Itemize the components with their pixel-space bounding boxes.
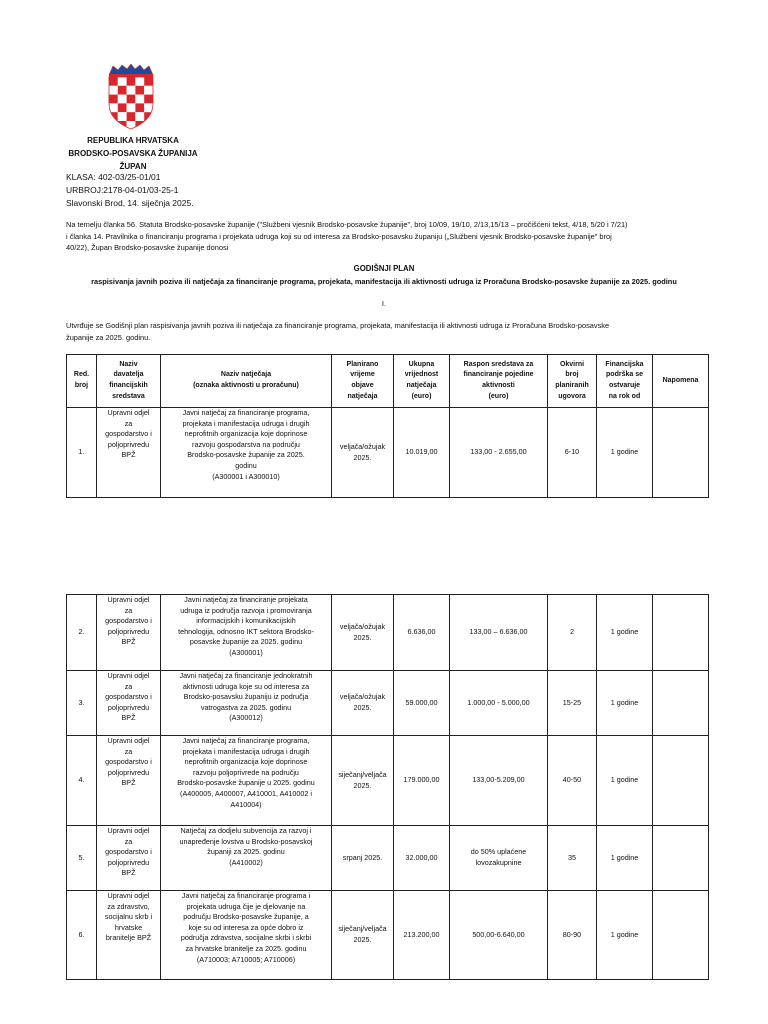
cell-text-line: za: [124, 681, 133, 691]
issuer-line-county: BRODSKO-POSAVSKA ŽUPANIJA: [68, 149, 198, 158]
row-number-cell: [67, 595, 97, 671]
cell-text: 15-25: [562, 697, 582, 707]
cell-text-line: za: [124, 836, 133, 846]
funding-range-cell: [450, 671, 548, 736]
header-text-line: ugovora: [558, 392, 586, 400]
cell-text-line: veljača/ožujak: [339, 441, 386, 451]
cell-text-line: veljača/ožujak: [339, 621, 386, 631]
cell-text: 1 godine: [610, 929, 639, 939]
cell-text-line: gospodarstvo i: [105, 616, 152, 626]
table-header-row: [67, 355, 709, 408]
total-value-cell: [394, 408, 450, 498]
cell-text-line: (A710003; A710005; A710006): [196, 954, 296, 964]
cell-text-line: Upravni odjel: [107, 595, 150, 604]
cell-text-line: BPŽ: [121, 637, 136, 647]
provider-cell: [97, 671, 161, 736]
header-text-line: (euro): [488, 392, 509, 400]
funding-range-cell: [450, 408, 548, 498]
cell-text: 6-10: [564, 447, 580, 457]
row-number-cell: [67, 891, 97, 980]
support-term-cell: [597, 736, 653, 826]
checker-square: [118, 112, 127, 121]
header-text-line: vrijednost: [404, 371, 439, 379]
header-text-line: broj: [565, 371, 579, 379]
total-value-cell: [394, 671, 450, 736]
cell-text-line: za: [124, 746, 133, 756]
document-subtitle: raspisivanja javnih poziva ili natječaja za financiranje programa, projekata, manifestacija ili aktivnosti udruga iz Proračuna Brodsko-posavske županije za 2025. godinu: [91, 277, 677, 286]
provider-cell: [97, 891, 161, 980]
planned-time-cell: [332, 671, 394, 736]
cell-text-line: 2025.: [353, 632, 372, 642]
cell-text: 6.636,00: [407, 627, 436, 637]
cell-text-line: (A410002): [229, 857, 263, 867]
cell-text-line: županiji za 2025. godinu: [207, 847, 285, 857]
checker-square: [127, 86, 136, 95]
cell-text: 1 godine: [610, 852, 639, 862]
contracts-cell: [548, 595, 597, 671]
checker-square: [127, 121, 136, 130]
note-cell: [653, 671, 709, 736]
checker-square: [135, 95, 144, 104]
header-text-line: na rok od: [608, 392, 641, 400]
note-cell: [653, 408, 709, 498]
checker-square: [127, 112, 136, 121]
funding-range-cell: [450, 826, 548, 891]
call-name-cell: [161, 595, 332, 671]
header-text-line: (euro): [411, 392, 432, 400]
header-text-line: vrijeme: [350, 371, 375, 379]
checker-square: [118, 95, 127, 104]
cell-text: 80-90: [562, 929, 582, 939]
cell-text: 1.: [78, 447, 85, 457]
cell-text: 59.000,00: [405, 697, 438, 707]
checker-square: [144, 95, 153, 104]
contracts-cell: [548, 736, 597, 826]
header-row-number: [67, 355, 97, 408]
checker-square: [135, 86, 144, 95]
contracts-cell: [548, 891, 597, 980]
support-term-cell: [597, 408, 653, 498]
cell-text-line: Javni natječaj za financiranje projekata: [184, 595, 308, 604]
total-value-cell: [394, 891, 450, 980]
cell-text-line: Upravni odjel: [107, 671, 150, 680]
cell-text-line: branitelje BPŽ: [105, 933, 152, 943]
header-text-line: Okvirni: [559, 360, 585, 368]
header-text-line: natječaja: [347, 392, 378, 400]
cell-text-line: Upravni odjel: [107, 826, 150, 835]
cell-text-line: za: [124, 418, 133, 428]
table-row: [67, 826, 709, 891]
cell-text-line: BPŽ: [121, 713, 136, 723]
cell-text: 40-50: [562, 775, 582, 785]
cell-text-line: 2025.: [353, 452, 372, 462]
checker-square: [135, 77, 144, 86]
support-term-cell: [597, 891, 653, 980]
header-text-line: Planirano: [346, 360, 379, 368]
cell-text-line: siječanj/veljača: [338, 769, 387, 779]
cell-text: 2.: [78, 627, 85, 637]
checker-square: [127, 103, 136, 112]
cell-text: 1.000,00 - 5.000,00: [467, 697, 530, 707]
cell-text-line: projekata udruga čije je djelovanje na: [186, 901, 306, 911]
header-planned-time: [332, 355, 394, 408]
cell-text-line: vatrogastva za 2025. godinu: [200, 702, 292, 712]
cell-text-line: srpanj 2025.: [342, 852, 383, 862]
cell-text-line: (A300012): [229, 713, 263, 723]
checker-square: [109, 77, 118, 86]
cell-text-line: gospodarstvo i: [105, 429, 152, 439]
header-text-line: natječaja: [406, 382, 437, 389]
cell-text-line: projekata i manifestacija udruga i drugih: [182, 746, 310, 756]
cell-text-line: godinu: [235, 460, 257, 470]
cell-text-line: aktivnosti udruga koje su od interesa za: [182, 681, 310, 691]
checker-square: [127, 77, 136, 86]
header-text-line: Red.: [73, 371, 90, 379]
checker-square: [144, 121, 153, 130]
row-number-cell: [67, 736, 97, 826]
support-term-cell: [597, 595, 653, 671]
header-text-line: Napomena: [662, 376, 699, 384]
header-text-line: (oznaka aktivnosti u proračunu): [193, 382, 299, 389]
contracts-cell: [548, 408, 597, 498]
header-total-value: [394, 355, 450, 408]
cell-text-line: siječanj/veljača: [338, 924, 387, 934]
row-number-cell: [67, 671, 97, 736]
provider-cell: [97, 736, 161, 826]
cell-text-line: Javni natječaj za financiranje programa,: [182, 736, 310, 745]
cell-text-line: području Brodsko-posavske županije, a: [183, 912, 309, 922]
plan-table-page-part-1: [66, 354, 709, 498]
checker-square: [144, 86, 153, 95]
note-cell: [653, 736, 709, 826]
cell-text-line: područja zdravstva, socijalne skrbi i skrbi: [180, 933, 312, 943]
cell-text-line: neprofitnih organizacija koje doprinose: [184, 757, 308, 767]
cell-text-line: za hrvatske branitelje za 2025. godinu: [185, 943, 307, 953]
cell-text-line: (A300001 i A300010): [212, 471, 280, 481]
cell-text-line: Upravni odjel: [107, 408, 150, 417]
checker-square: [109, 95, 118, 104]
issuer-line-office: ŽUPAN: [119, 162, 147, 171]
funding-range-cell: [450, 891, 548, 980]
row-number-cell: [67, 408, 97, 498]
cell-text-line: informacijskih i komunikacijskih: [196, 616, 296, 626]
checker-square: [127, 95, 136, 104]
header-text-line: sredstava: [112, 392, 145, 400]
cell-text: 1 godine: [610, 697, 639, 707]
cell-text-line: za: [124, 605, 133, 615]
call-name-cell: [161, 736, 332, 826]
planned-time-cell: [332, 891, 394, 980]
legal-basis-line: Na temelju članka 56. Statuta Brodsko-posavske županije ("Službeni vjesnik Brodsko-posavske županije", broj 10/09, 19/10, 2/13,15/13 – pročišćeni tekst, 4/18, 5/20 i 7/21): [66, 220, 628, 229]
cell-text-line: A410004): [230, 799, 262, 809]
cell-text-line: 2025.: [353, 703, 372, 712]
checker-square: [118, 77, 127, 86]
header-text-line: financijskih: [109, 382, 148, 389]
cell-text-line: poljoprivredu: [107, 702, 150, 712]
contracts-cell: [548, 671, 597, 736]
checker-square: [109, 121, 118, 130]
provider-cell: [97, 408, 161, 498]
total-value-cell: [394, 595, 450, 671]
cell-text-line: udruga iz područja razvoja i promoviranja: [180, 605, 312, 615]
cell-text: 3.: [78, 697, 85, 707]
checker-square: [109, 86, 118, 95]
cell-text-line: hrvatske: [114, 922, 143, 932]
header-text-line: Naziv natječaja: [220, 371, 272, 379]
row-number-cell: [67, 826, 97, 891]
cell-text-line: 2025.: [353, 935, 372, 944]
cell-text-line: Javni natječaj za financiranje programa,: [182, 408, 310, 417]
section-line: Utvrđuje se Godišnji plan raspisivanja javnih poziva ili natječaja za financiranje programa, projekata, manifestacija ili aktivnosti udruga iz Proračuna Brodsko-posavske: [66, 321, 610, 330]
header-text-line: ostvaruje: [608, 382, 641, 389]
cell-text-line: koje su od interesa za opće dobro iz: [188, 922, 304, 932]
header-text-line: davatelja: [113, 371, 144, 379]
cell-text: 1 godine: [610, 447, 639, 457]
table-row: [67, 671, 709, 736]
klasa-line: KLASA: 402-03/25-01/01: [66, 172, 161, 182]
header-text-line: objave: [351, 382, 374, 389]
issuer-block: [66, 134, 200, 173]
header-text-line: podrška se: [606, 371, 643, 379]
cell-text: 1 godine: [610, 627, 639, 637]
croatian-coat-of-arms-icon: [108, 64, 154, 130]
cell-text-line: neprofitnih organizacija koje doprinose: [184, 429, 308, 439]
cell-text: 133,00 - 2.655,00: [470, 447, 527, 457]
cell-text-line: poljoprivredu: [107, 767, 150, 777]
checker-square: [135, 103, 144, 112]
document-meta: [66, 171, 194, 210]
note-cell: [653, 595, 709, 671]
cell-text-line: Natječaj za dodjelu subvencija za razvoj i: [180, 826, 312, 835]
header-text-line: aktivnosti: [482, 382, 515, 389]
cell-text-line: 2025.: [353, 780, 372, 790]
cell-text-line: posavske županije za 2025. godinu: [189, 637, 303, 647]
header-text-line: broj: [74, 382, 89, 389]
call-name-cell: [161, 671, 332, 736]
cell-text: do 50% uplaćene lovozakupnine: [470, 847, 527, 867]
urbroj-line: URBROJ:2178-04-01/03-25-1: [66, 185, 179, 195]
cell-text: 6.: [78, 929, 85, 939]
cell-text: 32.000,00: [405, 852, 438, 862]
cell-text-line: Brodsko-posavsku županiju iz područja: [183, 692, 309, 702]
document-title: GODIŠNJI PLAN: [353, 264, 415, 273]
cell-text: 133,00-5.209,00: [472, 775, 525, 785]
support-term-cell: [597, 826, 653, 891]
cell-text-line: poljoprivredu: [107, 857, 150, 867]
header-provider: [97, 355, 161, 408]
header-text-line: Ukupna: [408, 360, 435, 368]
call-name-cell: [161, 408, 332, 498]
cell-text-line: razvoju gospodarstva na području: [192, 439, 300, 449]
cell-text-line: veljača/ožujak: [339, 692, 386, 702]
cell-text-line: projekata i manifestacija udruga i drugih: [182, 418, 310, 428]
table-row: [67, 891, 709, 980]
header-funding-range: [450, 355, 548, 408]
cell-text-line: razvoju poljoprivrede na području: [193, 767, 299, 777]
checker-square: [144, 77, 153, 86]
contracts-cell: [548, 826, 597, 891]
cell-text-line: BPŽ: [121, 868, 136, 878]
header-call-name: [161, 355, 332, 408]
header-text-line: Naziv: [119, 360, 138, 368]
plan-table-page-part-2: [66, 594, 709, 980]
legal-basis-line: i članka 14. Pravilnika o financiranju programa i projekata udruga koji su od interesa za Brodsko-posavsku županiju („Službeni vjesnik Brodsko-posavske županije" broj: [66, 231, 612, 241]
table-row: [67, 408, 709, 498]
cell-text-line: BPŽ: [121, 778, 136, 788]
cell-text: 4.: [78, 775, 85, 785]
cell-text-line: poljoprivredu: [107, 439, 150, 449]
cell-text-line: BPŽ: [121, 450, 136, 460]
provider-cell: [97, 826, 161, 891]
cell-text-line: Brodsko-posavske županije u 2025. godinu: [177, 778, 315, 788]
header-text-line: planiranih: [555, 382, 589, 389]
note-cell: [653, 826, 709, 891]
header-contracts: [548, 355, 597, 408]
cell-text: 10.019,00: [405, 447, 438, 457]
note-cell: [653, 891, 709, 980]
funding-range-cell: [450, 736, 548, 826]
cell-text: 213.200,00: [403, 929, 440, 939]
cell-text-line: gospodarstvo i: [105, 757, 152, 767]
provider-cell: [97, 595, 161, 671]
call-name-cell: [161, 826, 332, 891]
cell-text-line: Brodsko-posavske županije za 2025.: [187, 450, 305, 460]
checker-square: [135, 112, 144, 121]
cell-text: 1 godine: [610, 775, 639, 785]
planned-time-cell: [332, 408, 394, 498]
place-date-line: Slavonski Brod, 14. siječnja 2025.: [66, 198, 194, 208]
support-term-cell: [597, 671, 653, 736]
cell-text-line: socijalnu skrb i: [104, 912, 153, 922]
legal-basis-line: 40/22), Župan Brodsko-posavske županije donosi: [66, 243, 229, 252]
cell-text-line: gospodarstvo i: [105, 847, 152, 857]
cell-text-line: gospodarstvo i: [105, 692, 152, 702]
header-text-line: financiranje pojedine: [463, 371, 534, 379]
planned-time-cell: [332, 736, 394, 826]
total-value-cell: [394, 736, 450, 826]
header-support-term: [597, 355, 653, 408]
cell-text-line: za zdravstvo,: [107, 901, 150, 911]
cell-text-line: Upravni odjel: [107, 736, 150, 745]
planned-time-cell: [332, 826, 394, 891]
total-value-cell: [394, 826, 450, 891]
cell-text-line: (A300001): [229, 647, 263, 657]
cell-text-line: Upravni odjel: [107, 891, 150, 900]
section-number: I.: [381, 299, 387, 308]
cell-text-line: poljoprivredu: [107, 626, 150, 636]
cell-text-line: Javni natječaj za financiranje jednokratnih: [179, 671, 313, 680]
cell-text-line: Javni natječaj za financiranje programa i: [181, 891, 311, 900]
table-row: [67, 595, 709, 671]
section-paragraph: [66, 320, 706, 343]
cell-text-line: tehnologija, odnosno IKT sektora Brodsko-: [178, 626, 314, 636]
call-name-cell: [161, 891, 332, 980]
coat-crown: [109, 64, 153, 77]
issuer-line-country: REPUBLIKA HRVATSKA: [87, 136, 179, 145]
cell-text-line: (A400005, A400007, A410001, A410002 i: [180, 788, 312, 798]
funding-range-cell: [450, 595, 548, 671]
header-note: [653, 355, 709, 408]
checker-square: [118, 103, 127, 112]
coat-checkerboard: [109, 77, 153, 130]
header-text-line: Financijska: [605, 360, 644, 368]
table-row: [67, 736, 709, 826]
cell-text-line: unapređenje lovstva u Brodsko-posavskoj: [179, 836, 313, 846]
checker-square: [118, 86, 127, 95]
cell-text: 35: [568, 852, 576, 862]
cell-text: 133,00 – 6.636,00: [469, 627, 528, 637]
cell-text: 500,00-6.640,00: [472, 929, 525, 939]
planned-time-cell: [332, 595, 394, 671]
cell-text: 5.: [78, 852, 85, 862]
section-line: županije za 2025. godinu.: [66, 332, 151, 342]
cell-text: 2: [570, 627, 574, 637]
cell-text: 179.000,00: [403, 775, 440, 785]
legal-basis-paragraph: [66, 219, 706, 254]
header-text-line: Raspon sredstava za: [463, 360, 534, 368]
